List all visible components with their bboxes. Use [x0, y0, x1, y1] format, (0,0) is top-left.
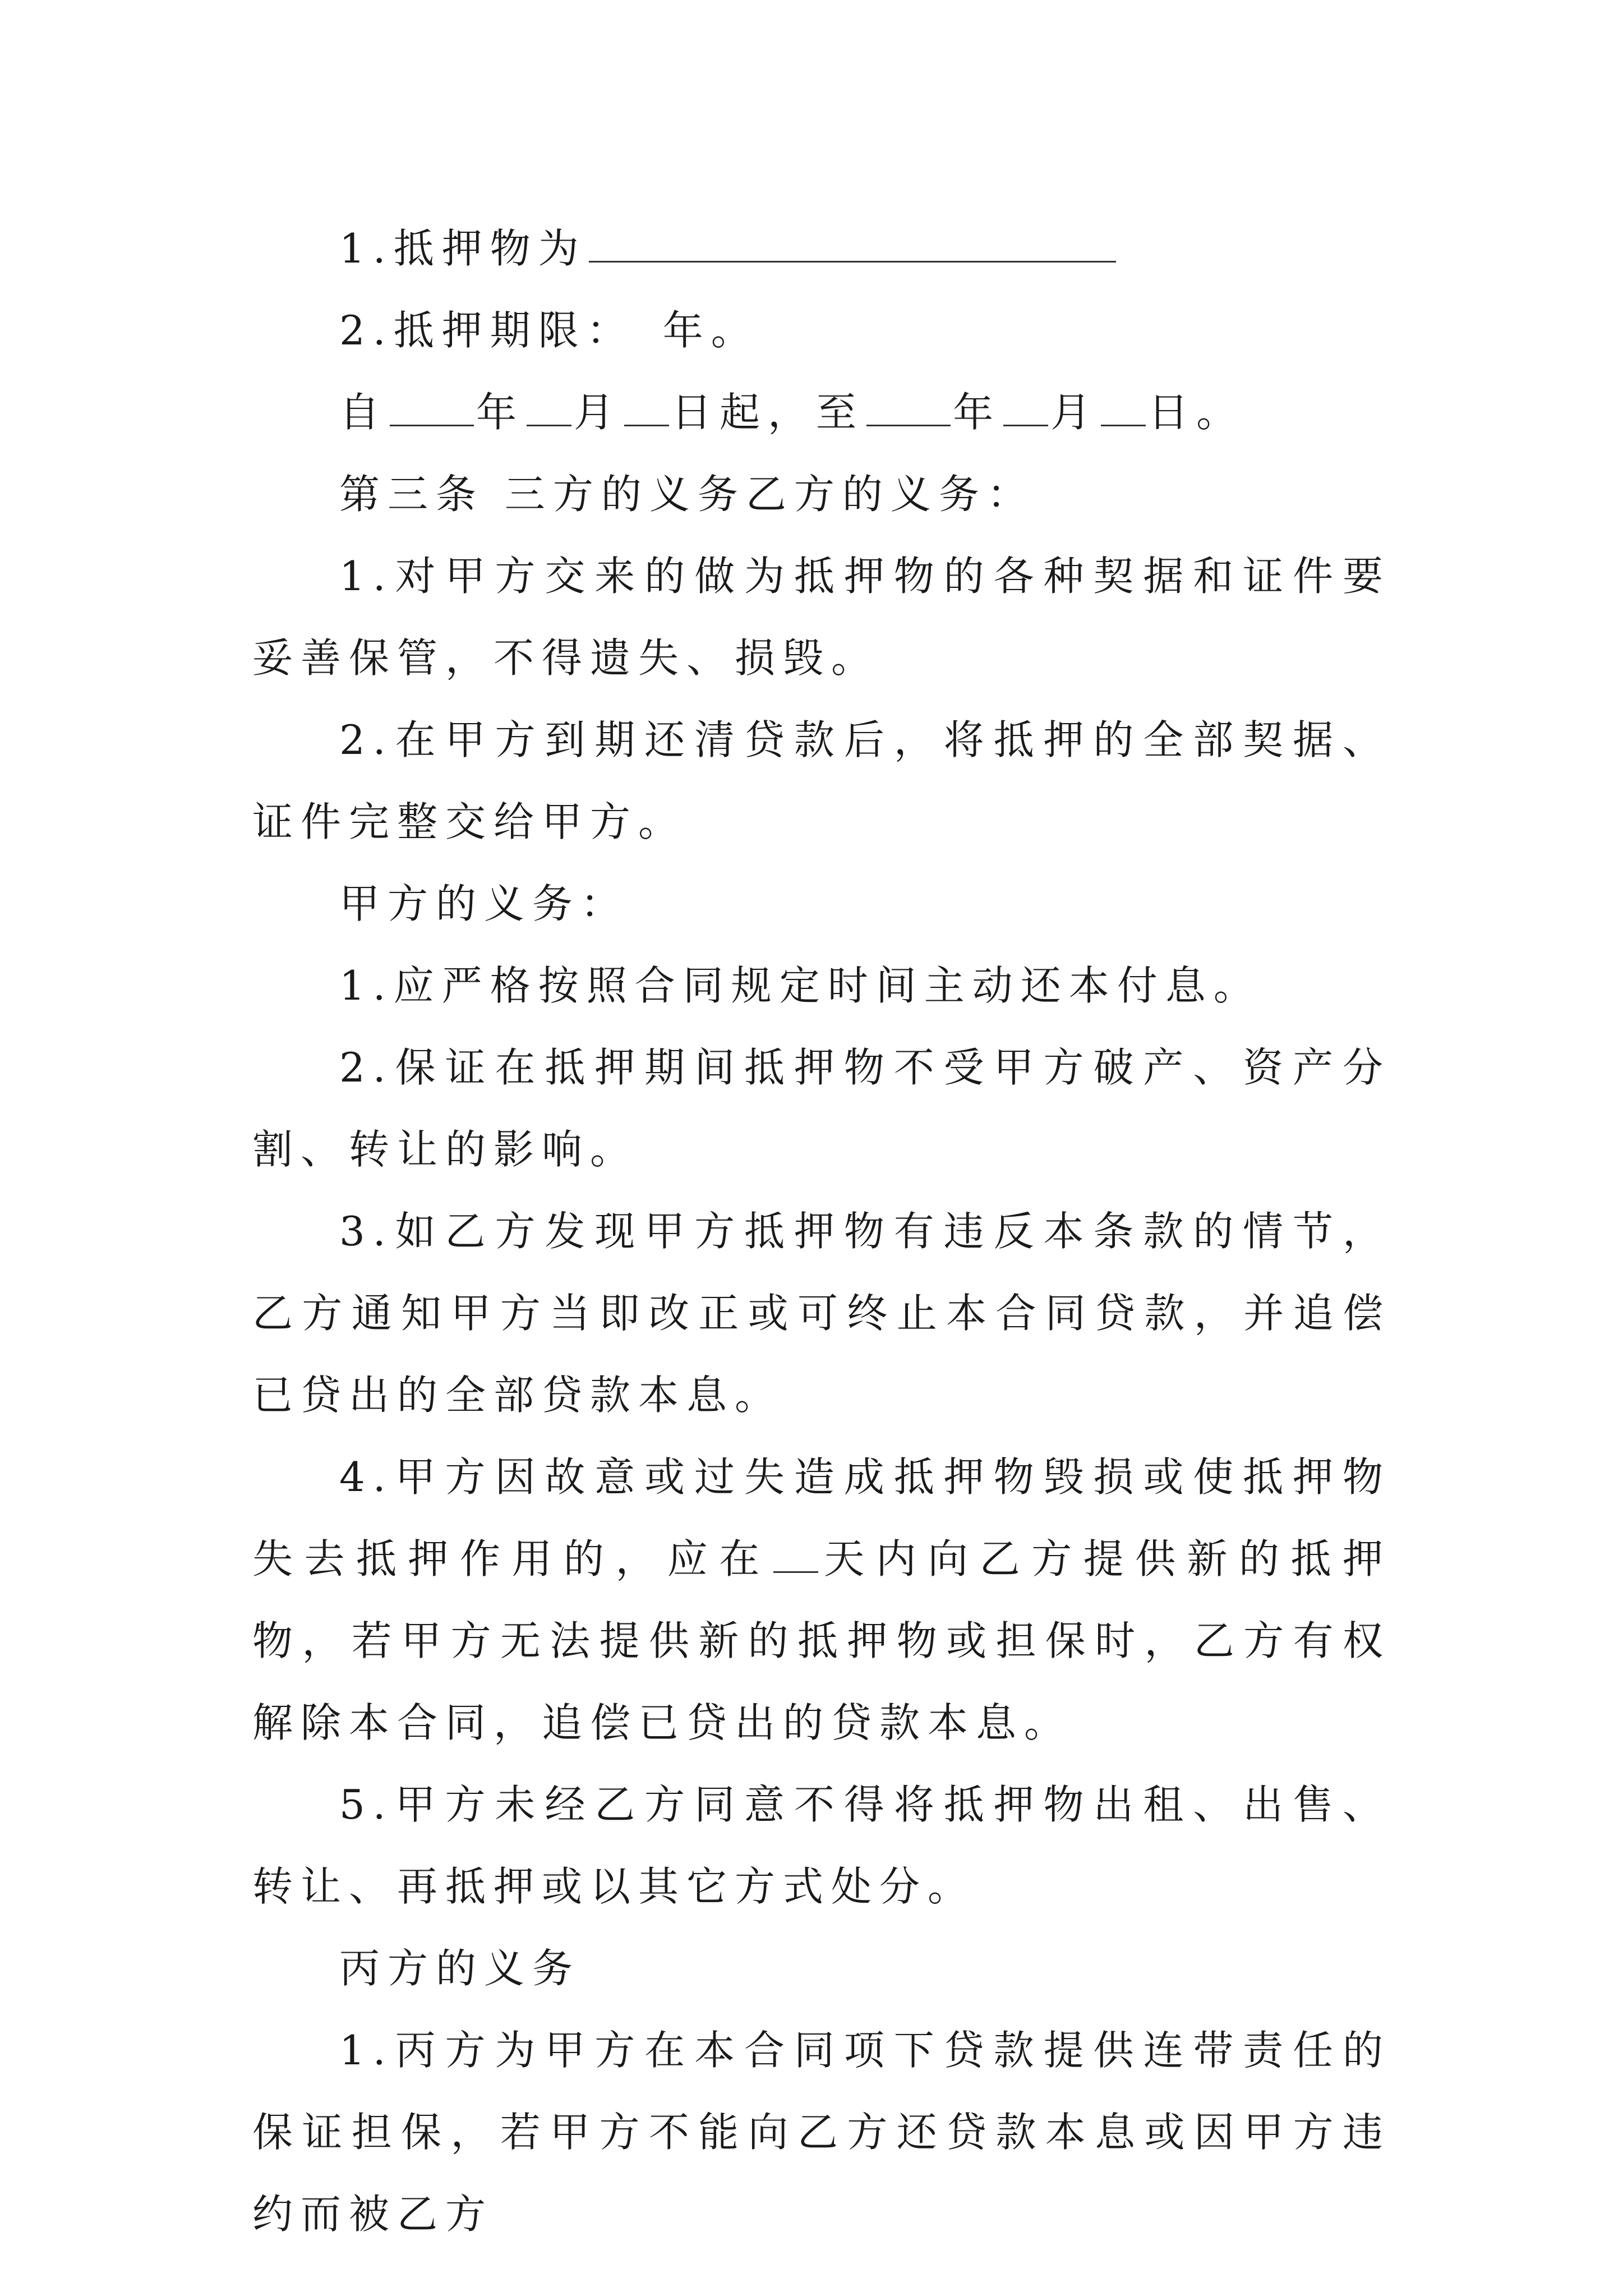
mortgage-period: [252, 371, 1391, 453]
jia-duty-title: 甲方的义务：: [339, 880, 629, 927]
jia-duty-3: 3.如乙方发现甲方抵押物有违反本条款的情节，乙方通知甲方当即改正或可终止本合同贷款，并追偿已贷出的全部贷款本息。: [252, 1208, 1391, 1419]
period-day-from: 日起，至: [671, 389, 865, 436]
document-body: [252, 208, 1391, 2255]
jia-duty-4: [252, 1436, 1391, 1764]
blank-line: [1003, 380, 1048, 426]
yi-duty-1: 1.对甲方交来的做为抵押物的各种契据和证件要妥善保管，不得遗失、损毁。: [252, 553, 1391, 682]
blank-line: [773, 1526, 818, 1573]
mortgage-item-1-label: 1.抵押物为: [339, 225, 587, 272]
period-year-2: 年: [953, 389, 1002, 436]
period-from: 自: [339, 389, 388, 436]
jia-duty-4-part-b: 天内向乙方提供新的抵押物，若甲方无法提供新的抵押物或担保时，乙方有权解除本合同，追偿已贷出的贷款本息。: [252, 1535, 1391, 1746]
period-month: 月: [574, 389, 623, 436]
mortgage-item-1: [252, 208, 1391, 289]
yi-duty-2: 2.在甲方到期还清贷款后，将抵押的全部契据、证件完整交给甲方。: [252, 716, 1391, 845]
blank-line: [866, 380, 951, 426]
blank-line: [527, 380, 571, 426]
blank-line: [624, 380, 669, 426]
jia-duty-5: 5.甲方未经乙方同意不得将抵押物出租、出售、转让、再抵押或以其它方式处分。: [252, 1781, 1391, 1910]
blank-line: [589, 216, 1116, 263]
jia-duty-1: 1.应严格按照合同规定时间主动还本付息。: [339, 962, 1262, 1009]
blank-line: [390, 380, 474, 426]
period-month-2: 月: [1050, 389, 1099, 436]
article-3-heading: 第三条 三方的义务乙方的义务：: [339, 471, 1035, 518]
jia-duty-2: 2.保证在抵押期间抵押物不受甲方破产、资产分割、转让的影响。: [252, 1044, 1391, 1173]
mortgage-item-2: 2.抵押期限： 年。: [339, 307, 759, 354]
period-year: 年: [476, 389, 525, 436]
jia-duty-4-part-a: 4.甲方因故意或过失造成抵押物毁损或使抵押物失去抵押作用的，应在: [252, 1453, 1391, 1582]
period-day-end: 日。: [1148, 389, 1245, 436]
blank-line: [1101, 380, 1146, 426]
bing-duty-1: 1.丙方为甲方在本合同项下贷款提供连带责任的保证担保，若甲方不能向乙方还贷款本息或因甲方违约而被乙方: [252, 2027, 1391, 2238]
bing-duty-title: 丙方的义务: [339, 1945, 581, 1992]
